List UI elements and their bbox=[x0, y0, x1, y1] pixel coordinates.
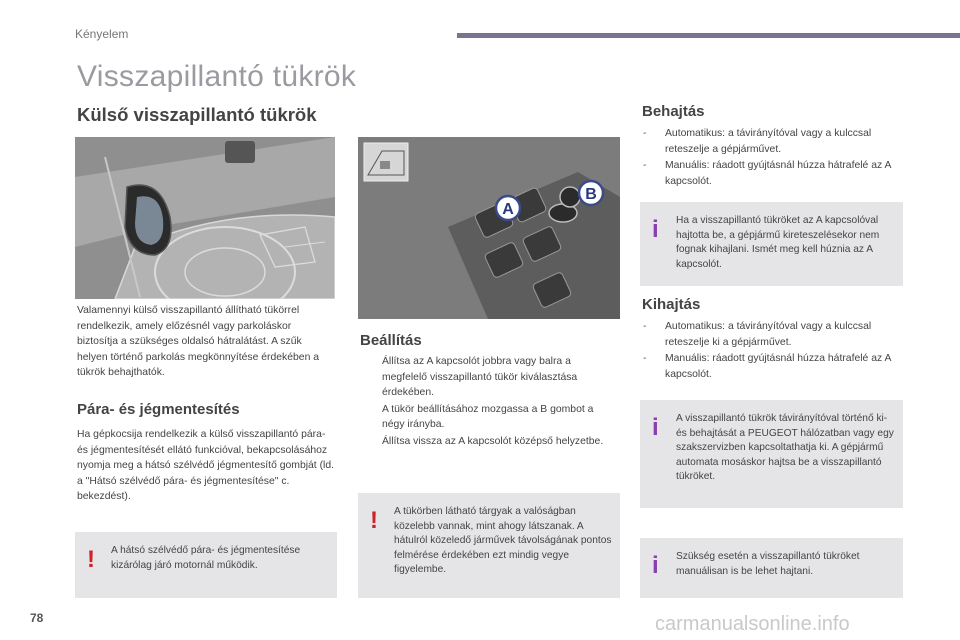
fold-list bbox=[643, 126, 901, 190]
label-a: A bbox=[502, 201, 514, 218]
car-interior-illustration bbox=[75, 137, 335, 299]
page-title: Visszapillantó tükrök bbox=[77, 60, 357, 93]
mirror-warning-box bbox=[358, 493, 620, 598]
list-item: - Manuális: ráadott gyújtásnál húzza hátrafelé az A kapcsolót. bbox=[643, 353, 891, 380]
list-item: - Automatikus: a távirányítóval vagy a kulccsal reteszelje ki a gépjárművet. bbox=[643, 321, 872, 348]
dash-icon: - bbox=[643, 128, 647, 139]
list-item: Állítsa vissza az A kapcsolót középső helyzetbe. bbox=[382, 435, 604, 447]
dash-icon: - bbox=[643, 160, 647, 171]
info-icon: i bbox=[652, 552, 659, 579]
mirror-warning-text: A tükörben látható tárgyak a valóságban közelebb vannak, mint ahogy látszanak. A hátulról közeledő járművek távolságának pontos felmérése érdekében ezt mindig vegye figyelembe. bbox=[394, 506, 612, 575]
dash-icon: - bbox=[643, 321, 647, 332]
warning-icon: ! bbox=[87, 546, 95, 573]
info-icon: i bbox=[652, 414, 659, 441]
page-number: 78 bbox=[30, 611, 44, 625]
unfold-list bbox=[643, 319, 901, 383]
header-bar bbox=[457, 33, 960, 38]
watermark: carmanualsonline.info bbox=[655, 613, 850, 635]
remote-info-box bbox=[640, 400, 903, 508]
settings-heading: Beállítás bbox=[360, 332, 422, 349]
info-icon: i bbox=[652, 216, 659, 243]
defrost-warning-text: A hátsó szélvédő pára- és jégmentesítése kizárólag járó motornál működik. bbox=[111, 545, 301, 571]
unfold-heading: Kihajtás bbox=[642, 296, 701, 313]
mirror-switch-illustration bbox=[358, 137, 620, 319]
manual-info-box bbox=[640, 538, 903, 598]
defrost-heading: Pára- és jégmentesítés bbox=[77, 401, 240, 418]
mirror-photo bbox=[75, 137, 335, 299]
list-item: A tükör beállításához mozgassa a B gombot a négy irányba. bbox=[382, 403, 594, 430]
fold-info-box bbox=[640, 202, 903, 286]
settings-list bbox=[360, 354, 618, 450]
list-item: Állítsa az A kapcsolót jobbra vagy balra a megfelelő visszapillantó tükör kiválasztása érdekében. bbox=[382, 356, 578, 398]
fold-heading: Behajtás bbox=[642, 103, 705, 120]
defrost-warning-box bbox=[75, 532, 337, 598]
warning-icon: ! bbox=[370, 507, 378, 534]
label-b: B bbox=[585, 186, 597, 203]
dash-icon: - bbox=[643, 353, 647, 364]
switch-photo bbox=[358, 137, 620, 319]
list-item: - Automatikus: a távirányítóval vagy a kulccsal reteszelje a gépjárművet. bbox=[643, 128, 872, 155]
manual-info-text: Szükség esetén a visszapillantó tükröket manuálisan is be lehet hajtani. bbox=[676, 551, 860, 577]
left-intro: Valamennyi külső visszapillantó állítható tükörrel rendelkezik, amely előzésnél vagy parkoláskor biztosítja a szükséges oldalsó hátralátást. A szűk helyen történő parkolás megkönnyítése érdekében a tükrök behajthatók. bbox=[77, 305, 320, 378]
left-heading: Külső visszapillantó tükrök bbox=[77, 104, 317, 125]
remote-info-text: A visszapillantó tükrök távirányítóval történő ki- és behajtását a PEUGEOT hálózatban vagy egy szakszervizben kapcsoltathatja ki. A gépjármű automata mosáskor hajtsa be a visszapillantó tükröket. bbox=[676, 413, 894, 482]
section-label: Kényelem bbox=[75, 27, 129, 41]
fold-info-text: Ha a visszapillantó tükröket az A kapcsolóval hajtotta be, a gépjármű kireteszelésekor nem fognak kihajlani. Ismét meg kell húznia az A kapcsolót. bbox=[676, 215, 880, 270]
defrost-body: Ha gépkocsija rendelkezik a külső visszapillantó pára- és jégmentesítését ellátó funkcióval, bekapcsolásához nyomja meg a hátsó szélvédő jégmentesítő gombját (ld. a "Hátsó szélvédő pára- és jégmentesítése" c. bekezdést). bbox=[77, 429, 335, 502]
list-item: - Manuális: ráadott gyújtásnál húzza hátrafelé az A kapcsolót. bbox=[643, 160, 891, 187]
